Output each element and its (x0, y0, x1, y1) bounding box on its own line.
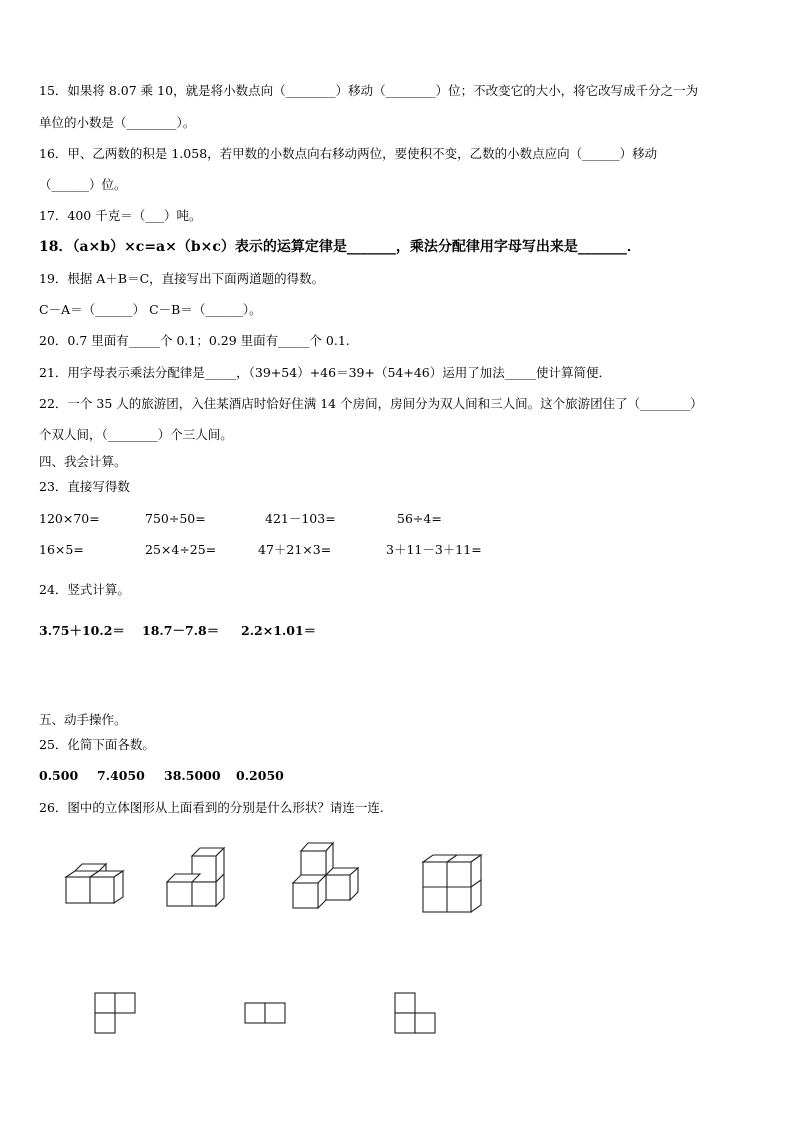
q17: 17．400 千克＝（___）吨。 (39, 208, 202, 223)
q23-item: 750÷50= (145, 511, 206, 526)
q24-item: 3.75＋10.2＝ (39, 623, 125, 638)
solid-figure-3 (293, 843, 358, 908)
q23-item: 120×70= (39, 511, 100, 526)
section4-heading: 四、我会计算。 (39, 454, 127, 469)
q25-title: 25．化简下面各数。 (39, 737, 155, 752)
q23-item: 56÷4= (397, 511, 442, 526)
q24-title: 24．竖式计算。 (39, 582, 130, 597)
q23-item: 421－103= (265, 511, 336, 526)
q23-item: 3＋11－3＋11= (386, 542, 482, 557)
q23-item: 25×4÷25= (145, 542, 217, 557)
q20: 20．0.7 里面有_____个 0.1；0.29 里面有_____个 0.1. (39, 333, 350, 348)
q22-line2: 个双人间，（________）个三人间。 (39, 427, 233, 442)
q16-line2: （______）位。 (39, 177, 127, 192)
q19-line1: 19．根据 A＋B＝C，直接写出下面两道题的得数。 (39, 271, 325, 286)
q21: 21．用字母表示乘法分配律是_____，（39+54）+46＝39+（54+46）运用了加法_____使计算简便． (39, 365, 611, 380)
top-view-1 (95, 993, 135, 1033)
q24-item: 18.7－7.8＝ (142, 623, 220, 638)
q25-item: 7.4050 (97, 768, 145, 783)
q26-title: 26．图中的立体图形从上面看到的分别是什么形状？请连一连. (39, 800, 384, 815)
q25-item: 0.500 (39, 768, 79, 783)
section5-heading: 五、动手操作。 (39, 712, 127, 727)
top-view-2 (245, 1003, 285, 1023)
solid-figure-1 (66, 864, 123, 903)
q16-line1: 16．甲、乙两数的积是 1.058，若甲数的小数点向右移动两位，要使积不变，乙数的小数点应向（______）移动 (39, 146, 658, 161)
q15-line1: 15．如果将 8.07 乘 10，就是将小数点向（________）移动（________）位；不改变它的大小，将它改写成千分之一为 (39, 83, 699, 98)
q25-item: 0.2050 (236, 768, 284, 783)
solid-figure-4 (423, 855, 481, 912)
q25-item: 38.5000 (164, 768, 221, 783)
q22-line1: 22．一个 35 人的旅游团，入住某酒店时恰好住满 14 个房间，房间分为双人间和三人间。这个旅游团住了（________） (39, 396, 703, 411)
q23-title: 23．直接写得数 (39, 479, 130, 494)
solid-figure-2 (167, 848, 224, 906)
q19-line2: C－A＝（______） C－B＝（______）。 (39, 302, 262, 317)
top-view-3 (395, 993, 435, 1033)
q23-item: 16×5= (39, 542, 84, 557)
q23-item: 47＋21×3= (258, 542, 332, 557)
q15-line2: 单位的小数是（________）。 (39, 115, 196, 130)
q24-item: 2.2×1.01＝ (241, 623, 317, 638)
q18: 18．（a×b）×c=a×（b×c）表示的运算定律是_______，乘法分配律用字母写出来是_______． (39, 239, 641, 255)
